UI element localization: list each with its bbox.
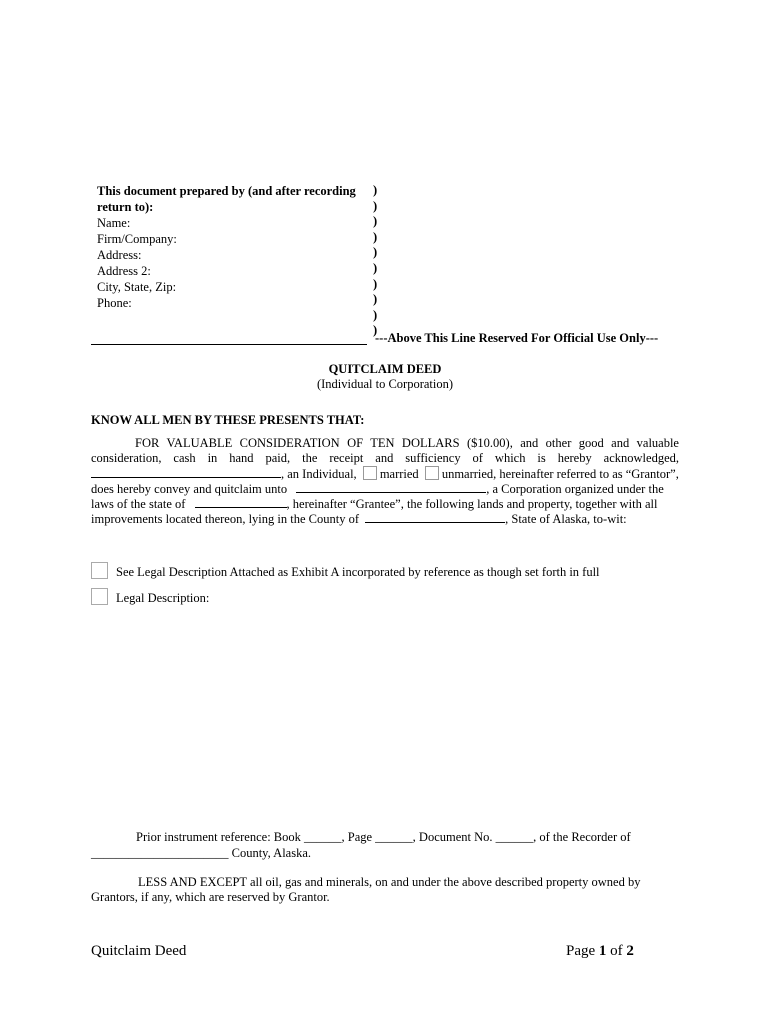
grantee-name-blank[interactable] xyxy=(296,481,486,493)
paren: ) xyxy=(373,245,378,260)
prepared-by-heading: This document prepared by (and after recording return to): xyxy=(97,184,356,214)
county-blank[interactable] xyxy=(365,511,505,523)
laws-of-state-text: laws of the state of xyxy=(91,497,186,511)
grantor-name-blank[interactable] xyxy=(91,466,281,478)
current-page: 1 xyxy=(598,943,607,959)
unmarried-checkbox[interactable] xyxy=(425,466,439,480)
city-state-zip-field-label: City, State, Zip: xyxy=(97,280,177,294)
body-text: FOR VALUABLE CONSIDERATION OF TEN DOLLARS ($10.00), and other good and valuable xyxy=(135,436,679,450)
firm-field-label: Firm/Company: xyxy=(97,232,177,246)
page-of-label: of xyxy=(610,943,623,959)
body-line-5 xyxy=(91,496,679,512)
individual-label: , an Individual, xyxy=(281,467,357,481)
married-label: married xyxy=(379,467,419,481)
state-blank[interactable] xyxy=(195,496,287,508)
unmarried-label: unmarried, hereinafter referred to as “Grantor”, xyxy=(441,467,679,481)
body-line-2: consideration, cash in hand paid, the receipt and sufficiency of which is hereby acknowledged, xyxy=(91,451,679,465)
legal-description-label: Legal Description: xyxy=(116,591,210,605)
paren: ) xyxy=(373,229,378,244)
paren-column xyxy=(373,183,377,339)
convey-text: does hereby convey and quitclaim unto xyxy=(91,482,288,496)
prior-instrument-line-2: ______________________ County, Alaska. xyxy=(91,846,312,860)
paren: ) xyxy=(373,214,378,229)
paren: ) xyxy=(373,198,378,213)
body-line-1 xyxy=(91,436,679,451)
state-of-alaska-text: , State of Alaska, to-wit: xyxy=(505,512,627,526)
exhibit-a-label: See Legal Description Attached as Exhibit A incorporated by reference as though set forth in full xyxy=(116,565,600,579)
legal-description-checkbox[interactable] xyxy=(91,588,108,605)
grantee-text: , hereinafter “Grantee”, the following lands and property, together with all xyxy=(286,497,658,511)
county-text: improvements located thereon, lying in the County of xyxy=(91,512,359,526)
address-field-label: Address: xyxy=(97,248,142,262)
body-line-4 xyxy=(91,481,679,497)
married-checkbox[interactable] xyxy=(363,466,377,480)
less-except-line-1: LESS AND EXCEPT all oil, gas and minerals, on and under the above described property owned by xyxy=(138,875,641,889)
paren: ) xyxy=(373,323,378,338)
paren: ) xyxy=(373,307,378,322)
document-subtitle: (Individual to Corporation) xyxy=(316,377,454,391)
paren: ) xyxy=(373,276,378,291)
header-divider-line xyxy=(91,344,367,345)
prior-instrument-line-1: Prior instrument reference: Book ______, Page ______, Document No. ______, of the Recorder of xyxy=(136,830,631,844)
body-line-3 xyxy=(91,466,679,482)
less-except-line-2: Grantors, if any, which are reserved by Grantor. xyxy=(91,890,330,904)
exhibit-a-checkbox[interactable] xyxy=(91,562,108,579)
corporation-text: , a Corporation organized under the xyxy=(486,482,664,496)
body-line-6 xyxy=(91,511,679,527)
reserved-line-note: ---Above This Line Reserved For Official Use Only--- xyxy=(375,331,659,345)
paren: ) xyxy=(373,260,378,275)
phone-field-label: Phone: xyxy=(97,296,132,310)
address2-field-label: Address 2: xyxy=(97,264,151,278)
paren: ) xyxy=(373,292,378,307)
document-title: QUITCLAIM DEED xyxy=(328,362,442,376)
footer-page-number xyxy=(566,943,634,960)
total-pages: 2 xyxy=(626,943,634,959)
paren: ) xyxy=(373,183,378,197)
name-field-label: Name: xyxy=(97,216,131,230)
know-all-men-heading: KNOW ALL MEN BY THESE PRESENTS THAT: xyxy=(91,413,365,427)
footer-document-name: Quitclaim Deed xyxy=(91,943,187,959)
page-label: Page xyxy=(566,943,596,959)
preparer-block xyxy=(97,183,367,311)
